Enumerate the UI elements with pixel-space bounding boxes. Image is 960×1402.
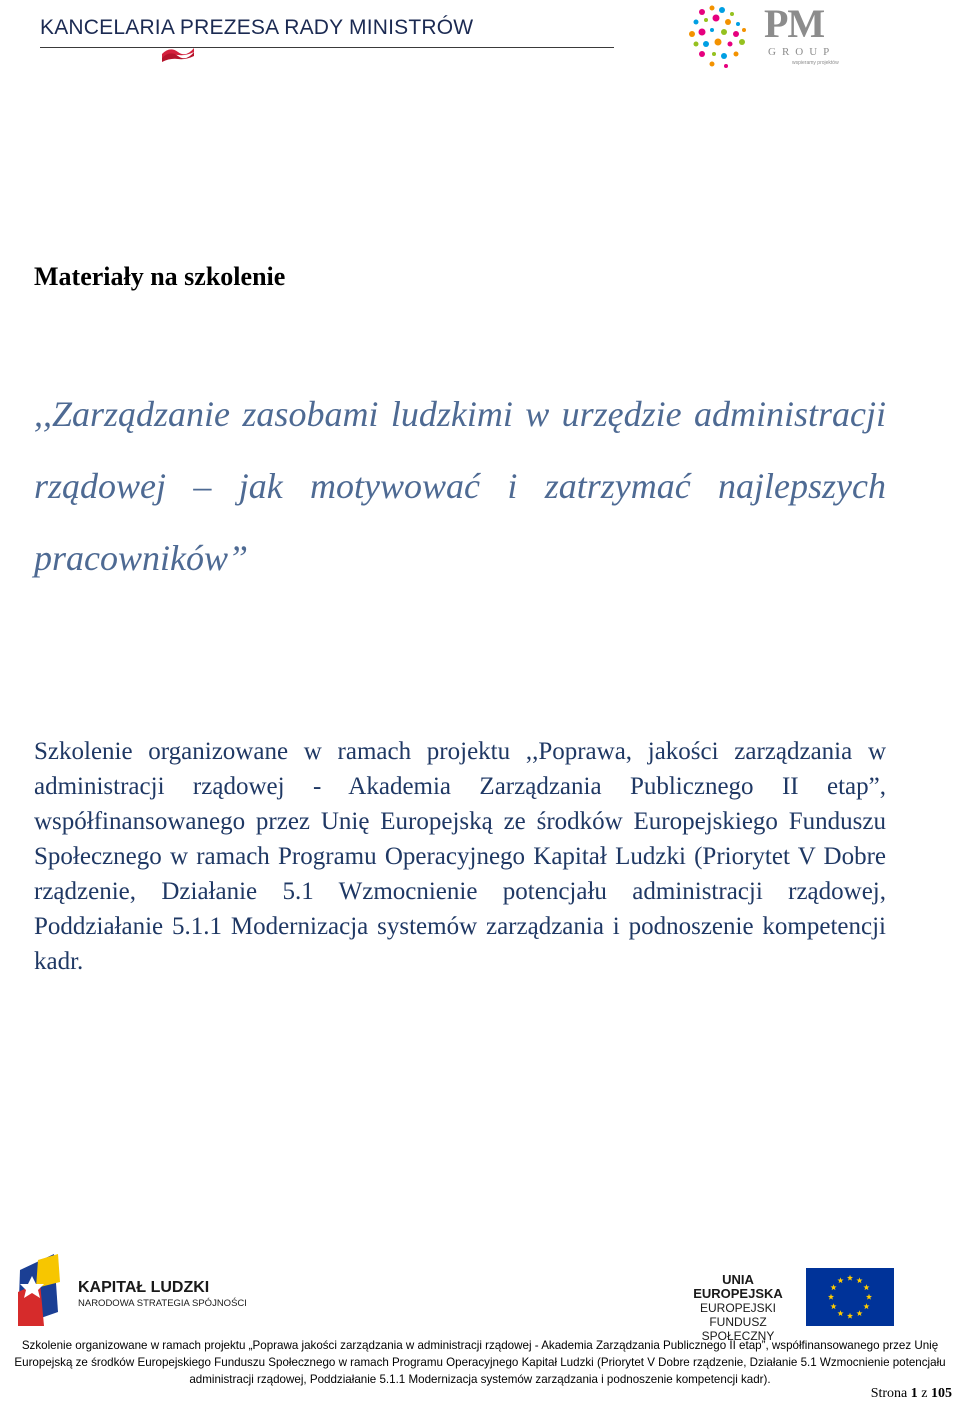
pm-logo-letters: PM <box>764 1 825 46</box>
eu-label-line1: UNIA EUROPEJSKA <box>693 1272 783 1301</box>
pm-logo-group: GROUP <box>768 46 836 58</box>
polish-flag-icon <box>160 44 196 64</box>
page-prefix: Strona <box>870 1386 908 1401</box>
page-separator: z <box>921 1386 928 1401</box>
eu-fund-label <box>676 1273 800 1343</box>
page-number <box>871 1386 952 1402</box>
eu-label-line3: FUNDUSZ SPOŁECZNY <box>701 1315 775 1343</box>
pm-group-dots-logo-icon <box>682 0 772 72</box>
pm-logo-tagline: wspieramy projektów <box>792 60 839 66</box>
training-title: ,,Zarządzanie zasobami ludzkimi w urzędzie administracji rządowej – jak motywować i zatrzymać najlepszych pracowników” <box>34 394 886 578</box>
eu-label-line2: EUROPEJSKI <box>699 1301 777 1315</box>
document-heading: Materiały na szkolenie <box>34 262 286 291</box>
page-current: 1 <box>910 1386 918 1401</box>
header-divider <box>40 47 614 48</box>
footer-funding-note: Szkolenie organizowane w ramach projektu „Poprawa jakości zarządzania w administracji rządowej - Akademia Zarządzania Publicznego II etap”, współfinansowanego przez Unię Europejską ze środków Europejskiego Funduszu Społecznego w ramach Programu Operacyjnego Kapitał Ludzki (Priorytet V Dobre rządzenie, Działanie 5.1 Wzmocnienie potencjału administracji rządowej, Poddziałanie 5.1.1 Modernizacja systemów zarządzania i podnoszenie kompetencji kadr). <box>14 1339 946 1386</box>
eu-flag-icon <box>806 1268 894 1326</box>
page-total: 105 <box>931 1386 952 1401</box>
kapital-ludzki-subtitle: NARODOWA STRATEGIA SPÓJNOŚCI <box>78 1298 247 1309</box>
kapital-ludzki-logo-icon <box>14 1252 64 1328</box>
institution-name: KANCELARIA PREZESA RADY MINISTRÓW <box>40 16 474 39</box>
kapital-ludzki-title: KAPITAŁ LUDZKI <box>78 1279 210 1296</box>
project-description: Szkolenie organizowane w ramach projektu ,,Poprawa, jakości zarządzania w administracji rządowej - Akademia Zarządzania Publicznego II etap”, współfinansowanego przez Unię Europejską ze środków Europejskiego Funduszu Społecznego w ramach Programu Operacyjnego Kapitał Ludzki (Priorytet V Dobre rządzenie, Działanie 5.1 Wzmocnienie potencjału administracji rządowej, Poddziałanie 5.1.1 Modernizacja systemów zarządzania i podnoszenie kompetencji kadr. <box>34 738 886 975</box>
